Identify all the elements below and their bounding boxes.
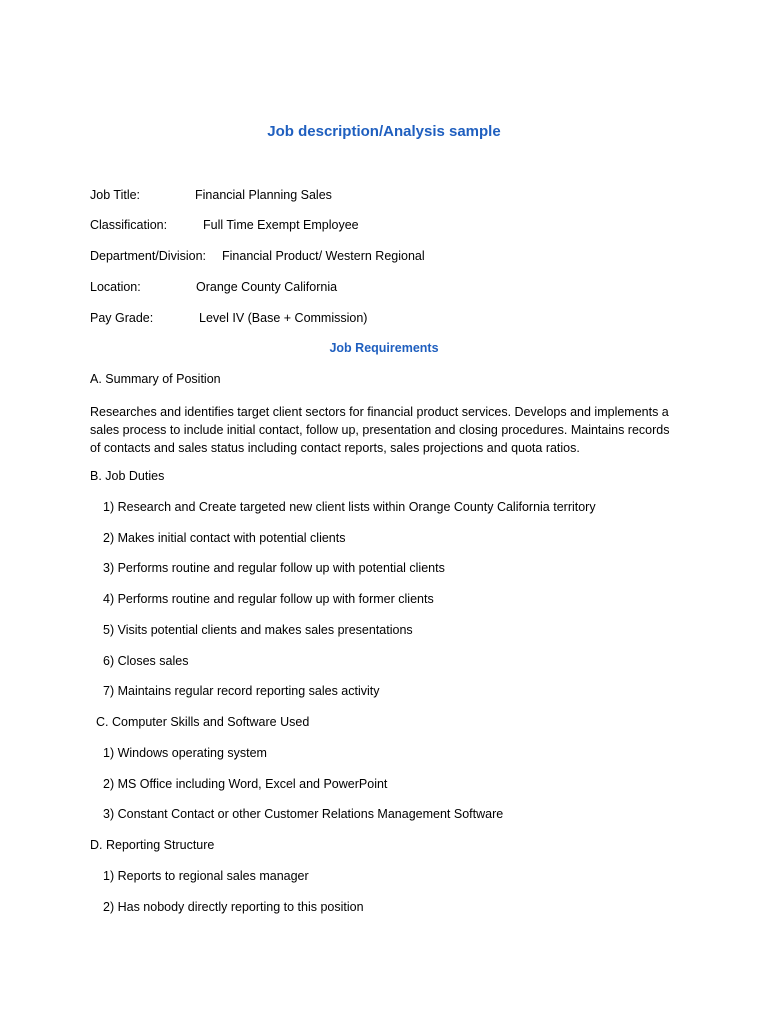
field-label-classification: Classification: (90, 218, 168, 232)
field-value-department: Financial Product/ Western Regional (222, 249, 425, 263)
field-value-location: Orange County California (196, 280, 338, 294)
summary-line: of contacts and sales status including contact reports, sales projections and quota ratios. (90, 441, 580, 455)
summary-line: Researches and identifies target client sectors for financial product services. Develops and implements a (90, 405, 669, 419)
software-item: 3) Constant Contact or other Customer Relations Management Software (103, 807, 504, 821)
field-label-pay-grade: Pay Grade: (90, 311, 154, 325)
section-a-heading: A. Summary of Position (90, 372, 221, 386)
field-value-classification: Full Time Exempt Employee (203, 218, 359, 232)
duty-item: 2) Makes initial contact with potential clients (103, 531, 346, 545)
duty-item: 5) Visits potential clients and makes sales presentations (103, 623, 413, 637)
duty-item: 1) Research and Create targeted new client lists within Orange County California territory (103, 500, 596, 514)
duty-item: 7) Maintains regular record reporting sales activity (103, 684, 380, 698)
software-item: 2) MS Office including Word, Excel and PowerPoint (103, 777, 388, 791)
field-value-job-title: Financial Planning Sales (195, 188, 332, 202)
summary-line: sales process to include initial contact, follow up, presentation and closing procedures. Maintains records (90, 423, 670, 437)
reporting-item: 1) Reports to regional sales manager (103, 869, 309, 883)
section-d-heading: D. Reporting Structure (90, 838, 215, 852)
duty-item: 6) Closes sales (103, 654, 189, 668)
duty-item: 4) Performs routine and regular follow up with former clients (103, 592, 434, 606)
software-item: 1) Windows operating system (103, 746, 267, 760)
duty-item: 3) Performs routine and regular follow up with potential clients (103, 561, 445, 575)
section-b-heading: B. Job Duties (90, 469, 165, 483)
section-c-heading: C. Computer Skills and Software Used (96, 715, 310, 729)
requirements-heading: Job Requirements (329, 341, 439, 355)
field-value-pay-grade: Level IV (Base + Commission) (199, 311, 368, 325)
document-title: Job description/Analysis sample (267, 123, 501, 140)
summary-paragraph (90, 403, 690, 457)
field-label-location: Location: (90, 280, 141, 294)
field-label-job-title: Job Title: (90, 188, 141, 202)
reporting-item: 2) Has nobody directly reporting to this position (103, 900, 364, 914)
field-label-department: Department/Division: (90, 249, 207, 263)
